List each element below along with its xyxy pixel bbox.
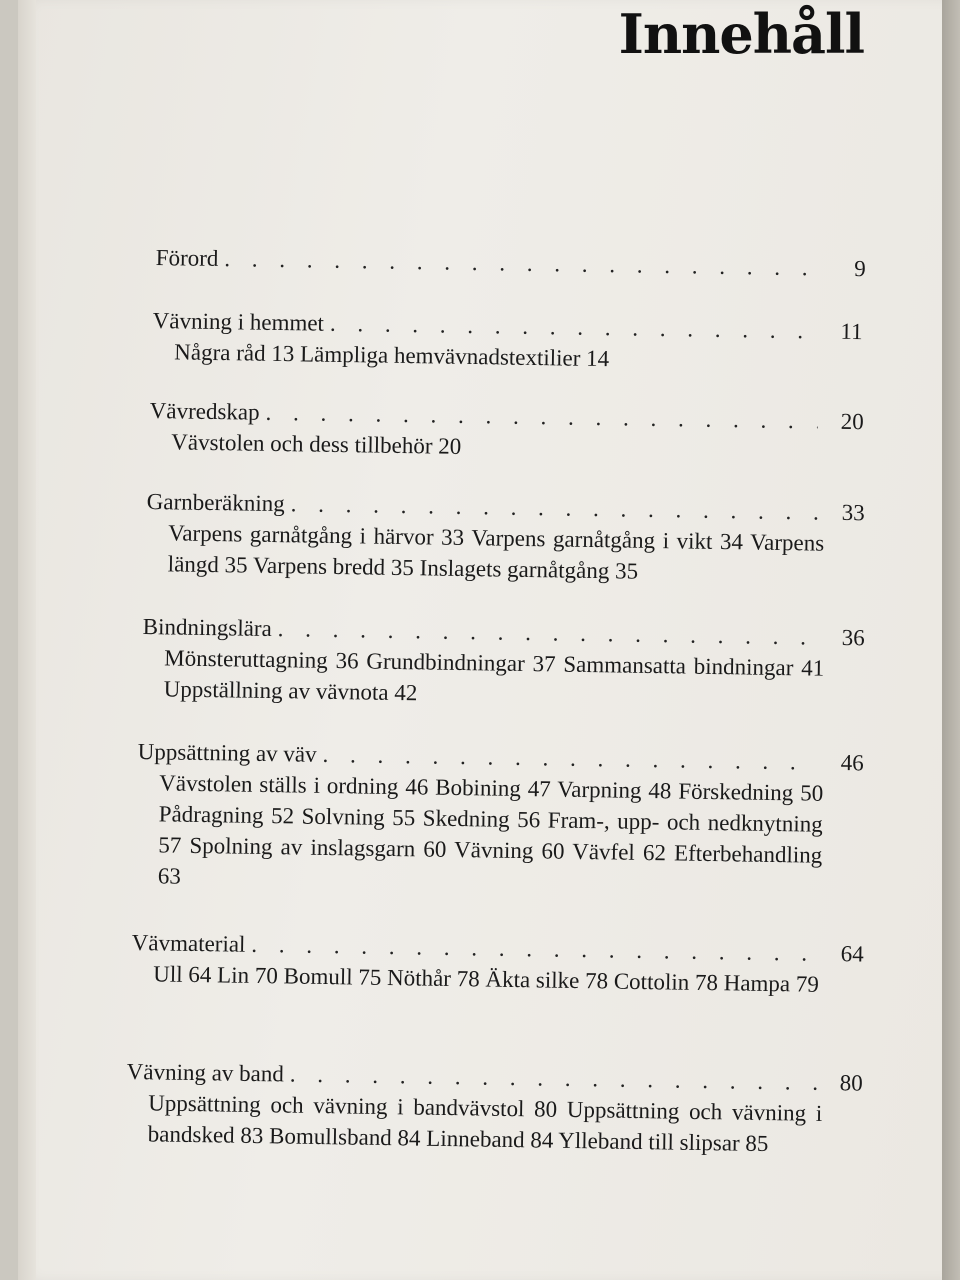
toc-subentries: Varpens garnåtgång i härvor 33 Varpens garnåtgång i vikt 34 Varpens längd 35 Varpens bredd 35 Inslagets garnåtgång 35 [167,520,825,584]
toc-subentries: Mönsteruttagning 36 Grundbindningar 37 Sammansatta bindningar 41 Uppställning av vävnota 42 [163,645,825,706]
toc-page-number: 80 [839,1070,863,1096]
toc-subentries: Några råd 13 Lämpliga hemvävnadstextilier 14 [174,339,610,372]
toc-subentries: Ull 64 Lin 70 Bomull 75 Nöthår 78 Äkta silke 78 Cottolin 78 Hampa 79 [153,961,820,997]
toc-entry-vavning-av-band [126,1057,863,1161]
toc-heading: Vävning i hemmet [152,307,325,336]
toc-entry-bindningslara [142,612,865,715]
dot-leader [224,244,820,283]
toc-subentries: Vävstolen och dess tillbehör 20 [171,429,462,459]
toc-page-number: 9 [853,255,866,282]
toc-heading: Garnberäkning [146,488,285,517]
toc-entry-vavmaterial [131,928,864,1000]
toc-entry-vavredskap [149,396,864,468]
toc-heading-row [156,243,866,284]
toc-entry-forord [156,243,866,284]
toc-page-number: 46 [840,750,864,776]
toc-heading: Vävning av band [126,1058,285,1087]
toc-heading: Bindningslära [142,613,272,642]
toc-page-number: 33 [841,499,865,526]
toc-heading: Vävredskap [149,397,260,425]
toc-page-number: 64 [840,941,864,967]
toc-heading: Uppsättning av väv [137,738,317,767]
toc-page-number: 11 [840,318,863,345]
toc-heading: Vävmaterial [131,929,246,957]
toc-entry-vavning-i-hemmet [152,306,863,378]
toc-subentries: Uppsättning och vävning i bandvävstol 80 Uppsättning och vävning i bandsked 83 Bomullsband 84 Linneband 84 Ylleband till slipsar 85 [147,1090,823,1157]
page-title: Innehåll [618,2,864,66]
toc-heading: Förord [155,244,219,271]
toc-page-number: 20 [840,408,864,435]
toc-page-number: 36 [841,624,865,651]
toc-entry-garnberakning [146,487,865,590]
toc-subentries: Vävstolen ställs i ordning 46 Bobining 47 Varpning 48 Förskedning 50 Pådragning 52 Solvning 55 Skedning 56 Fram-, upp- och nedknytning 57 Spolning av inslagsgarn 60 Vävning 60 Vävfel 62 Efterbehandling 63 [157,770,824,889]
toc-entry-uppsattning-av-vav [136,737,864,902]
